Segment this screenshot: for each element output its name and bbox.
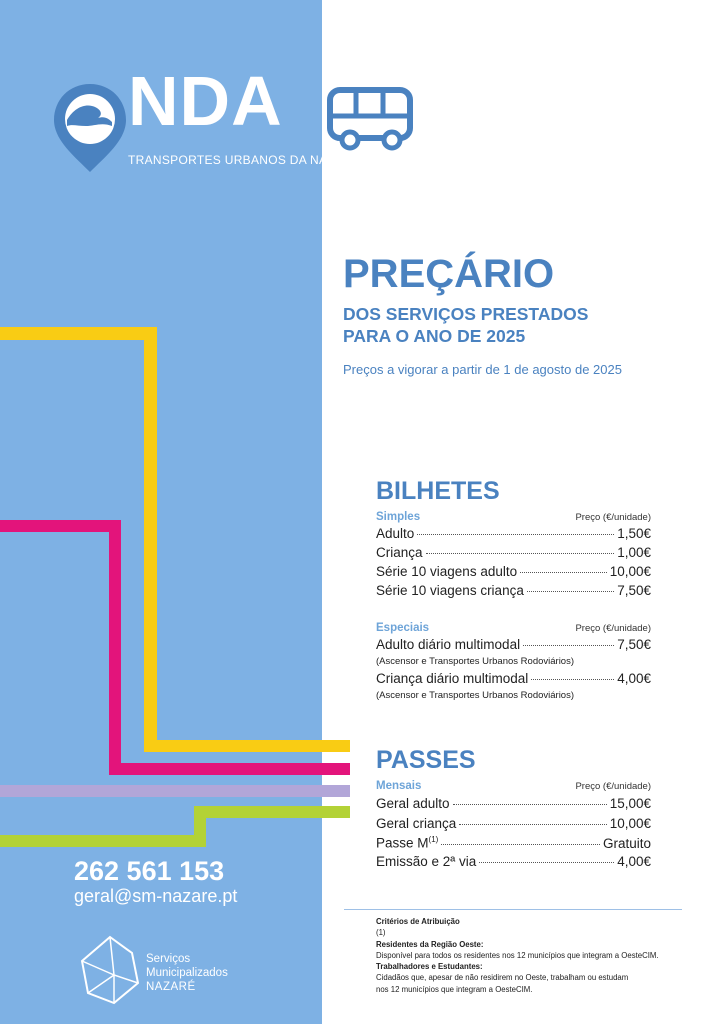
category-especiais: [376, 622, 651, 634]
price-row: [376, 526, 651, 541]
route-line-yellow: [144, 740, 350, 752]
page-subtitle: [343, 303, 588, 347]
price-row: [376, 796, 651, 811]
dot-leader: [527, 591, 614, 592]
item-name: Série 10 viagens adulto: [376, 564, 518, 579]
price-row: [376, 854, 651, 869]
dot-leader: [459, 824, 606, 825]
route-line-lilac: [0, 785, 350, 797]
price-row: [376, 835, 651, 851]
item-price: 4,00€: [617, 671, 651, 686]
validity-note: Preços a vigorar a partir de 1 de agosto de 2025: [343, 362, 622, 377]
section-heading-passes: PASSES: [376, 746, 476, 774]
criteria-residents-title: Residentes da Região Oeste:: [376, 939, 484, 949]
item-name: Adulto: [376, 526, 415, 541]
item-price: 10,00€: [609, 816, 651, 831]
item-name: Série 10 viagens criança: [376, 583, 524, 598]
services-line: Municipalizados: [146, 967, 228, 979]
price-row: [376, 583, 651, 598]
route-line-magenta: [109, 520, 121, 775]
price-unit: Preço (€/unidade): [575, 512, 651, 523]
route-line-green: [0, 835, 206, 847]
dot-leader: [441, 844, 600, 845]
dot-leader: [520, 572, 607, 573]
logo-wordmark: NDA: [128, 62, 283, 140]
crystal-icon: [80, 935, 140, 1010]
category-label: Mensais: [376, 780, 422, 792]
item-note: (Ascensor e Transportes Urbanos Rodoviários): [376, 690, 575, 701]
item-name: Emissão e 2ª via: [376, 854, 477, 869]
dot-leader: [523, 645, 614, 646]
dot-leader: [531, 679, 614, 680]
criteria-workers-text: Cidadãos que, apesar de não residirem no Oeste, trabalham ou estudam: [376, 973, 629, 983]
price-row: [376, 671, 651, 686]
item-name-text: Passe M: [376, 835, 429, 851]
item-price: 7,50€: [617, 637, 651, 652]
price-row: [376, 637, 651, 652]
criteria-title: Critérios de Atribuição: [376, 917, 460, 926]
item-price: 1,00€: [617, 545, 651, 560]
footnote-ref: (1): [428, 835, 439, 844]
logo-subtitle: TRANSPORTES URBANOS DA NAZARÉ: [128, 153, 361, 167]
route-line-magenta: [109, 763, 350, 775]
bus-icon: [326, 86, 416, 157]
price-row: [376, 816, 651, 831]
price-row: [376, 564, 651, 579]
contact-phone: 262 561 153: [74, 856, 225, 886]
category-mensais: [376, 780, 651, 792]
dot-leader: [453, 804, 607, 805]
criteria-workers-text: nos 12 municípios que integram a OesteCIM.: [376, 984, 533, 994]
category-simples: [376, 511, 651, 523]
item-price: 1,50€: [617, 526, 651, 541]
section-heading-bilhetes: BILHETES: [376, 477, 500, 505]
item-price: 15,00€: [609, 796, 651, 811]
item-price: Gratuito: [602, 835, 651, 851]
criteria-residents-text: Disponível para todos os residentes nos 12 municípios que integram a OesteCIM.: [376, 950, 659, 960]
services-logo-text: [146, 952, 228, 994]
divider: [344, 909, 682, 910]
item-name: Criança diário multimodal: [376, 671, 529, 686]
subtitle-line: DOS SERVIÇOS PRESTADOS: [343, 304, 589, 324]
item-price: 10,00€: [609, 564, 651, 579]
item-name: [376, 835, 438, 851]
criteria-workers-title: Trabalhadores e Estudantes:: [376, 962, 483, 972]
category-label: Simples: [376, 511, 421, 523]
item-price: 4,00€: [617, 854, 651, 869]
dot-leader: [426, 553, 615, 554]
route-line-magenta: [0, 520, 121, 532]
services-line: NAZARÉ: [146, 981, 196, 993]
item-price: 7,50€: [617, 583, 651, 598]
item-name: Geral adulto: [376, 796, 450, 811]
price-unit: Preço (€/unidade): [575, 623, 651, 634]
subtitle-line: PARA O ANO DE 2025: [343, 326, 526, 346]
criteria-ref: (1): [376, 928, 386, 938]
item-note: (Ascensor e Transportes Urbanos Rodoviários): [376, 656, 575, 667]
criteria-block: [376, 916, 696, 995]
item-name: Geral criança: [376, 816, 457, 831]
dot-leader: [479, 862, 614, 863]
contact-email: geral@sm-nazare.pt: [74, 886, 238, 906]
item-name: Criança: [376, 545, 423, 560]
item-name: Adulto diário multimodal: [376, 637, 521, 652]
route-line-yellow: [0, 327, 157, 340]
page-title: PREÇÁRIO: [343, 252, 555, 296]
category-label: Especiais: [376, 622, 430, 634]
services-line: Serviços: [146, 953, 191, 965]
location-pin-wave-icon: [52, 82, 128, 179]
route-line-yellow: [144, 327, 157, 752]
price-unit: Preço (€/unidade): [575, 781, 651, 792]
dot-leader: [417, 534, 614, 535]
price-row: [376, 545, 651, 560]
route-line-green: [194, 806, 350, 818]
